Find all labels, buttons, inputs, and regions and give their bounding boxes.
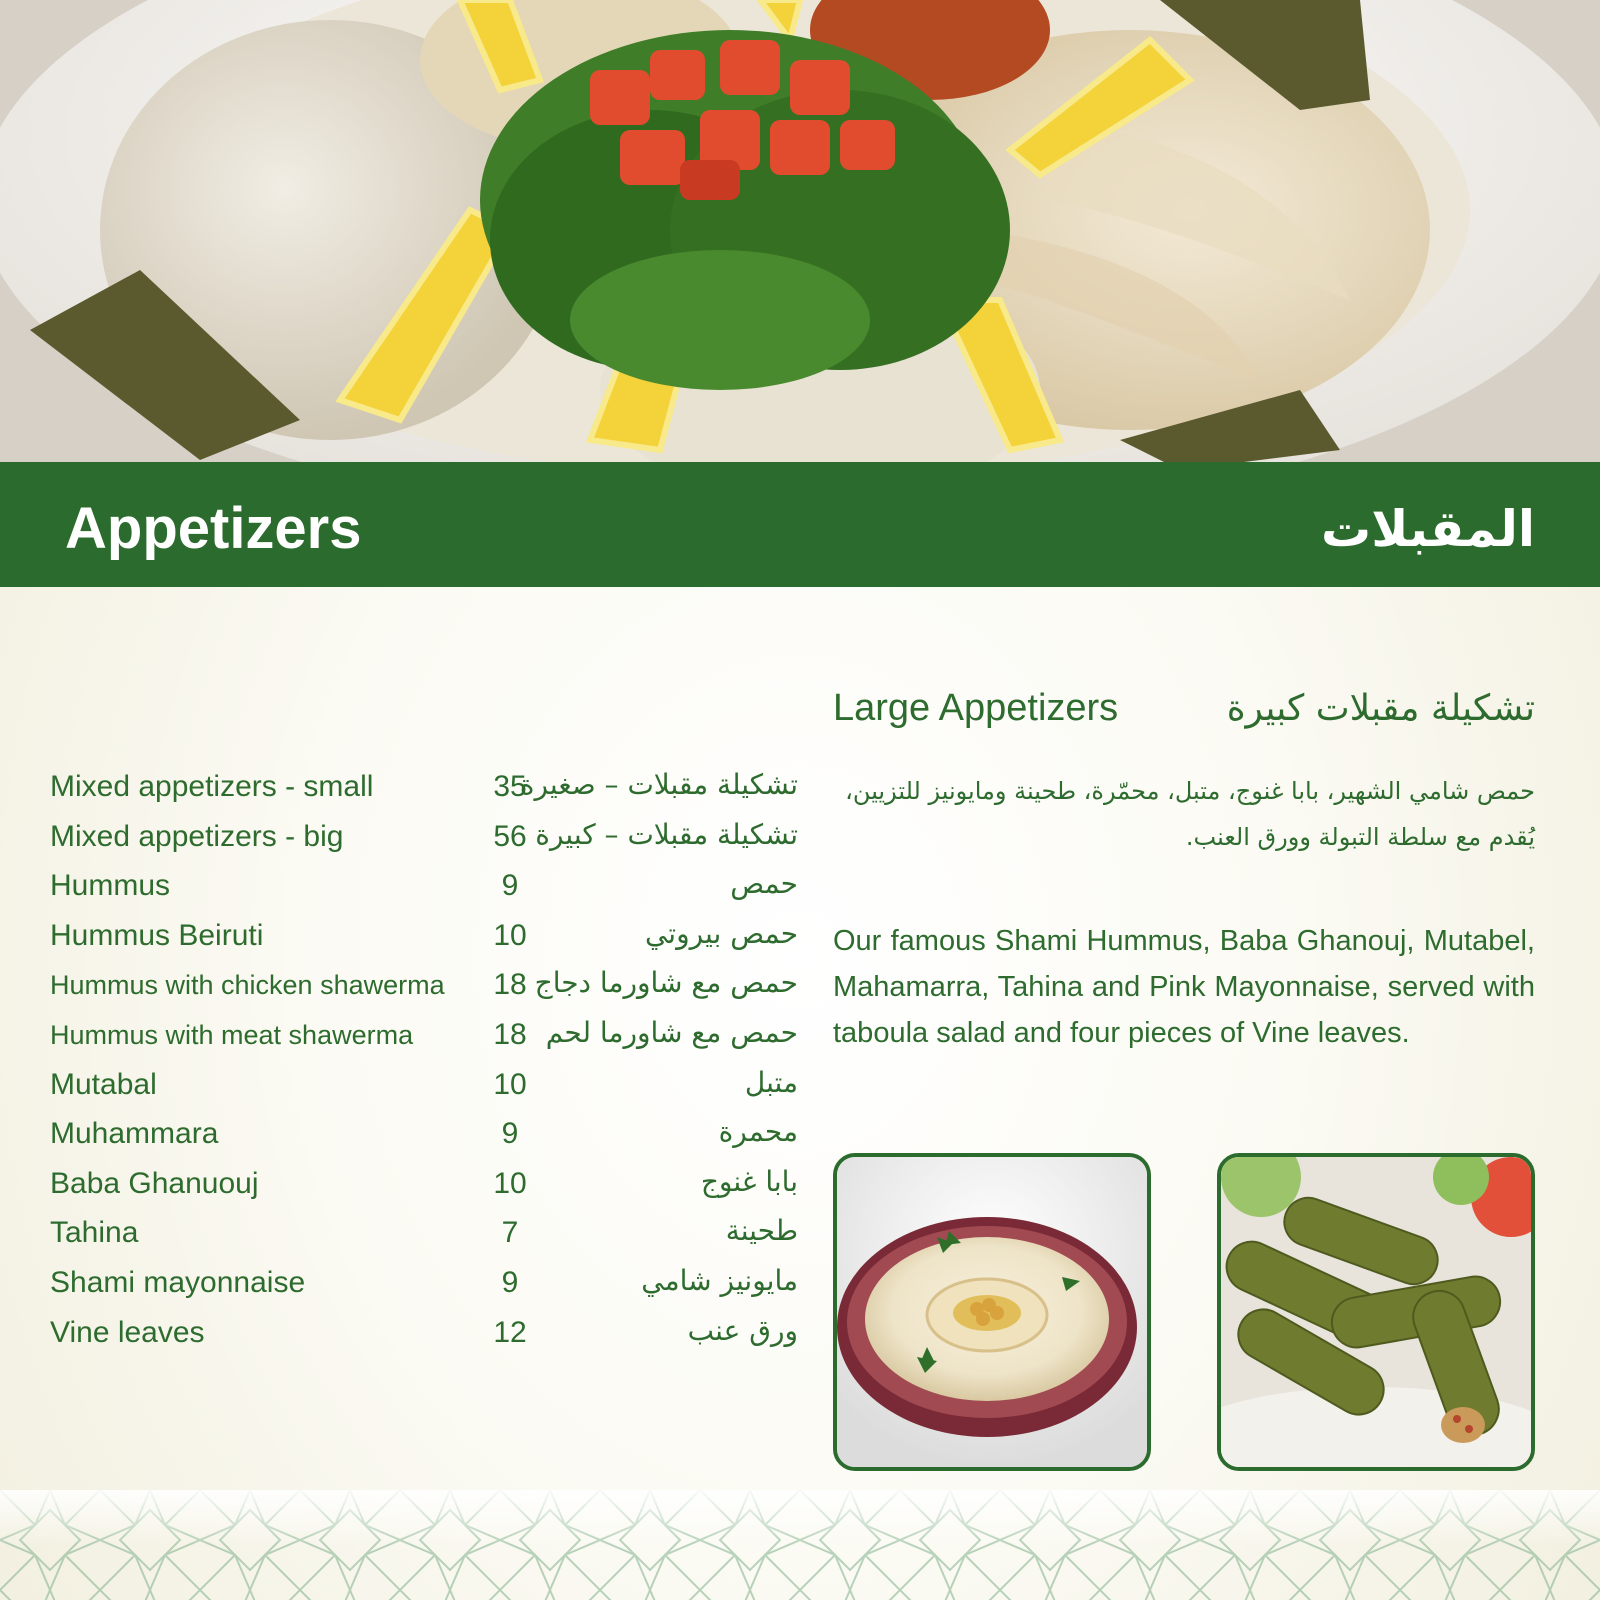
menu-item <box>48 766 798 816</box>
menu-item <box>48 816 798 866</box>
menu-item <box>48 1262 798 1312</box>
menu-item <box>48 1163 798 1213</box>
item-name-arabic: حمص مع شاورما لحم <box>545 1015 798 1049</box>
item-price: 12 <box>493 1315 527 1349</box>
item-price: 10 <box>493 918 527 952</box>
section-title-arabic: تشكيلة مقبلات كبيرة <box>1226 688 1535 729</box>
item-name: Hummus with meat shawerma <box>50 1019 414 1050</box>
item-price: 7 <box>501 1216 519 1250</box>
section-description-arabic: حمص شامي الشهير، بابا غنوج، متبل، محمّرة، طحينة ومايونيز للتزيين، يُقدم مع سلطة التبولة وورق العنب. <box>845 777 1535 851</box>
item-price: 10 <box>493 1067 527 1101</box>
item-price: 18 <box>493 968 527 1002</box>
hero-image <box>0 0 1600 462</box>
item-price: 10 <box>493 1166 527 1200</box>
item-name: Hummus with chicken shawerma <box>50 970 445 1001</box>
decorative-pattern <box>0 1490 1600 1600</box>
menu-item <box>48 1212 798 1262</box>
item-price: 9 <box>501 869 519 903</box>
menu-item <box>48 964 798 1014</box>
item-price: 9 <box>501 1117 519 1151</box>
item-price: 56 <box>493 819 527 853</box>
section-title: Large Appetizers <box>833 687 1119 729</box>
item-name: Muhammara <box>50 1117 219 1151</box>
item-price: 35 <box>493 770 527 803</box>
item-name: Hummus <box>50 869 171 903</box>
menu-item <box>48 1312 798 1362</box>
section-description: Our famous Shami Hummus, Baba Ghanouj, Mutabel, Mahamarra, Tahina and Pink Mayonnaise, served with taboula salad and four pieces of Vine leaves. <box>833 925 1535 1049</box>
item-name: Mixed appetizers - small <box>50 770 374 803</box>
item-name-arabic: تشكيلة مقبلات – صغيرة <box>519 768 798 801</box>
menu-item <box>48 1014 798 1064</box>
stuffed-vine-leaves-photo <box>1217 1153 1535 1471</box>
item-price: 9 <box>501 1265 519 1299</box>
item-name: Shami mayonnaise <box>50 1265 306 1299</box>
item-name-arabic: متبل <box>744 1065 798 1099</box>
item-name-arabic: طحينة <box>725 1214 798 1248</box>
menu-list <box>48 766 798 1361</box>
menu-item <box>48 1113 798 1163</box>
menu-item <box>48 915 798 965</box>
item-name-arabic: ورق عنب <box>687 1313 798 1347</box>
page-title-arabic: المقبلات <box>1320 500 1535 558</box>
item-name: Hummus Beiruti <box>50 918 264 952</box>
item-name: Mixed appetizers - big <box>50 819 344 853</box>
item-price: 18 <box>493 1017 527 1051</box>
item-name-arabic: حمص مع شاورما دجاج <box>534 966 798 1000</box>
item-name: Tahina <box>50 1216 139 1250</box>
item-name: Vine leaves <box>50 1315 205 1349</box>
item-name-arabic: بابا غنوج <box>700 1164 798 1198</box>
menu-item <box>48 865 798 915</box>
item-name: Baba Ghanuouj <box>50 1166 259 1200</box>
hummus-plate-photo <box>833 1153 1151 1471</box>
item-name: Mutabal <box>50 1067 157 1101</box>
item-name-arabic: تشكيلة مقبلات – كبيرة <box>535 817 798 851</box>
item-name-arabic: محمرة <box>718 1115 798 1149</box>
menu-item <box>48 1064 798 1114</box>
item-name-arabic: حمص <box>730 867 798 901</box>
item-name-arabic: حمص بيروتي <box>644 916 798 950</box>
page-title: Appetizers <box>65 496 362 561</box>
item-name-arabic: مايونيز شامي <box>641 1263 798 1297</box>
